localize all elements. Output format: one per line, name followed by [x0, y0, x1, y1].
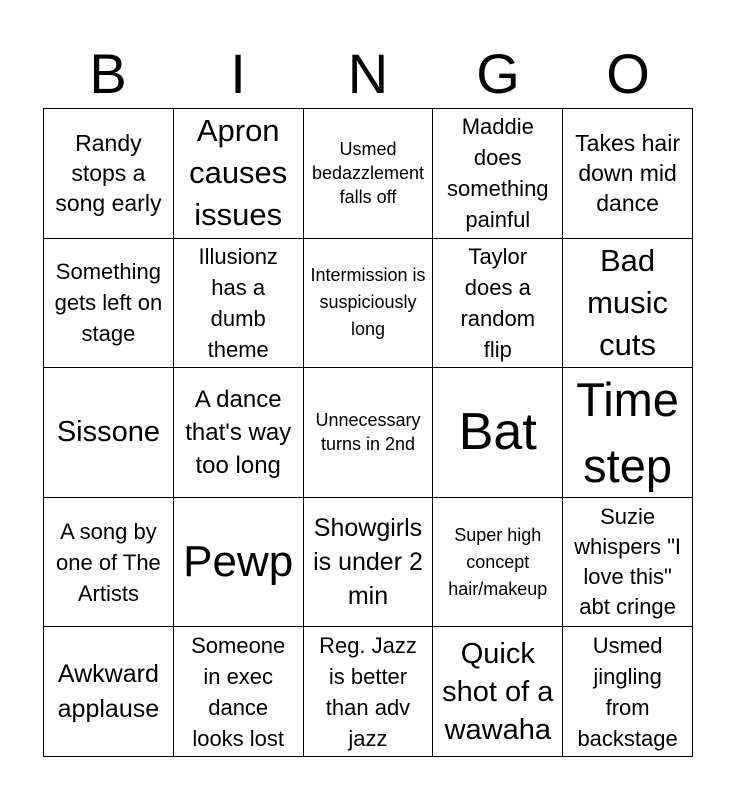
bingo-cell-text: Apron causes issues [189, 113, 288, 233]
bingo-cell-text: Bad music cuts [587, 242, 669, 362]
bingo-cell-text: Randy stops a song early [55, 130, 162, 217]
header-letter-g: G [476, 42, 520, 105]
bingo-cell-text: Showgirls is under 2 min [313, 514, 423, 611]
bingo-header [43, 40, 693, 108]
bingo-cell-text: Usmed jingling from backstage [577, 632, 678, 751]
bingo-cell [44, 627, 174, 757]
bingo-cell-text: A dance that's way too long [185, 385, 292, 479]
bingo-cell [304, 498, 434, 628]
header-letter-n: N [347, 42, 389, 105]
bingo-cell [433, 498, 563, 628]
bingo-cell [44, 109, 174, 239]
header-letter-o: O [606, 42, 650, 105]
bingo-cell [44, 368, 174, 498]
bingo-cell [174, 109, 304, 239]
bingo-cell-text: Sissone [56, 416, 160, 449]
bingo-cell-text: Takes hair down mid dance [575, 130, 680, 217]
bingo-cell-text: Taylor does a random flip [460, 243, 536, 362]
header-letter-i: I [230, 42, 246, 105]
bingo-cell-text: Suzie whispers "I love this" abt cringe [574, 504, 682, 620]
bingo-cell [304, 239, 434, 369]
header-letter-b: B [89, 42, 127, 105]
bingo-cell [563, 498, 693, 628]
bingo-cell [304, 109, 434, 239]
bingo-cell-text: Intermission is suspiciously long [310, 265, 426, 340]
bingo-cell [433, 109, 563, 239]
bingo-cell [563, 627, 693, 757]
bingo-cell [174, 498, 304, 628]
bingo-cell [563, 239, 693, 369]
bingo-cell [563, 368, 693, 498]
bingo-cell-text: Quick shot of a wawaha [442, 637, 554, 746]
bingo-cell-text: Bat [458, 403, 537, 462]
bingo-cell [433, 627, 563, 757]
bingo-cell [433, 239, 563, 369]
bingo-cell-text: Awkward applause [57, 659, 160, 723]
bingo-cell-text: Illusionz has a dumb theme [198, 243, 278, 362]
bingo-cell-text: Pewp [183, 537, 294, 587]
bingo-cell-text: Reg. Jazz is better than adv jazz [319, 632, 417, 751]
bingo-cell [174, 239, 304, 369]
bingo-cell-text: Someone in exec dance looks lost [191, 632, 286, 751]
bingo-grid [43, 108, 693, 757]
bingo-cell [44, 498, 174, 628]
bingo-cell-text: Usmed bedazzlement falls off [311, 139, 425, 208]
bingo-cell-text: Super high concept hair/makeup [448, 524, 548, 599]
bingo-cell-text: Maddie does something painful [447, 114, 549, 233]
bingo-cell-text: A song by one of The Artists [56, 518, 161, 606]
bingo-cell [44, 239, 174, 369]
bingo-cell-text: Unnecessary turns in 2nd [315, 410, 421, 455]
bingo-cell [174, 368, 304, 498]
bingo-cell-text: Something gets left on stage [54, 259, 163, 347]
bingo-cell [174, 627, 304, 757]
bingo-cell [433, 368, 563, 498]
bingo-cell-text: Time step [576, 372, 679, 492]
bingo-cell [563, 109, 693, 239]
bingo-cell [304, 627, 434, 757]
bingo-cell [304, 368, 434, 498]
